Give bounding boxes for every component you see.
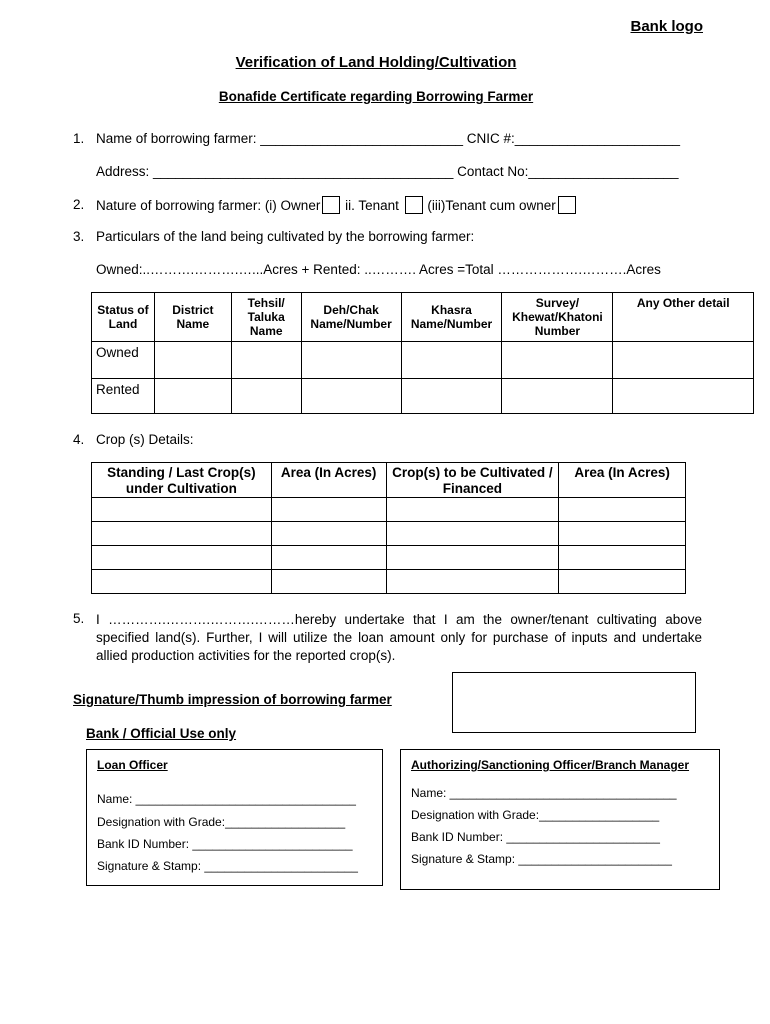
land-particulars-text: Particulars of the land being cultivated by the borrowing farmer: bbox=[96, 229, 475, 244]
col-district-name: District Name bbox=[154, 293, 231, 342]
page-title: Verification of Land Holding/Cultivation bbox=[235, 54, 517, 71]
table-cell[interactable] bbox=[386, 498, 559, 522]
loan-officer-designation-field[interactable]: Designation with Grade:__________________ bbox=[97, 815, 346, 829]
authorizing-officer-heading: Authorizing/Sanctioning Officer/Branch Manager bbox=[411, 758, 690, 772]
table-cell[interactable] bbox=[92, 498, 272, 522]
authorizing-officer-signature-field[interactable]: Signature & Stamp: _______________________ bbox=[411, 852, 672, 866]
land-particulars-table bbox=[91, 292, 754, 414]
nature-label: Nature of borrowing farmer: (i) Owner bbox=[96, 198, 321, 213]
table-cell[interactable] bbox=[613, 379, 754, 414]
table-cell[interactable] bbox=[301, 342, 401, 379]
table-row bbox=[92, 522, 686, 546]
bank-logo-placeholder: Bank logo bbox=[630, 18, 703, 35]
table-cell[interactable] bbox=[401, 342, 502, 379]
tenant-cum-owner-label: (iii)Tenant cum owner bbox=[427, 198, 556, 213]
col-any-other-detail: Any Other detail bbox=[613, 293, 754, 342]
undertaking-paragraph: I ………….……….……….………hereby undertake that I am the owner/tenant cultivating above specified land(s). Further, I will utilize the loan amount only for purchase of inputs and undertake allied production activities for the reported crop(s). bbox=[96, 612, 702, 663]
table-cell[interactable] bbox=[231, 379, 301, 414]
table-row bbox=[92, 570, 686, 594]
table-row bbox=[92, 379, 754, 414]
col-crop-to-be-cultivated: Crop(s) to be Cultivated / Financed bbox=[386, 463, 559, 498]
table-cell[interactable] bbox=[559, 522, 686, 546]
item-number-5: 5. bbox=[73, 611, 85, 626]
authorizing-officer-bank-id-field[interactable]: Bank ID Number: _______________________ bbox=[411, 830, 660, 844]
col-area-acres-2: Area (In Acres) bbox=[559, 463, 686, 498]
loan-officer-bank-id-field[interactable]: Bank ID Number: ________________________ bbox=[97, 837, 353, 851]
table-cell[interactable] bbox=[301, 379, 401, 414]
col-khasra: Khasra Name/Number bbox=[401, 293, 502, 342]
item-number-3: 3. bbox=[73, 229, 85, 244]
crop-details-text: Crop (s) Details: bbox=[96, 432, 194, 447]
table-cell[interactable] bbox=[386, 546, 559, 570]
table-cell[interactable] bbox=[271, 498, 386, 522]
table-row bbox=[92, 498, 686, 522]
crop-details-table bbox=[91, 462, 686, 594]
row-label-owned: Owned bbox=[92, 342, 155, 379]
table-cell[interactable] bbox=[401, 379, 502, 414]
authorizing-officer-designation-field[interactable]: Designation with Grade:__________________ bbox=[411, 808, 660, 822]
table-cell[interactable] bbox=[92, 570, 272, 594]
table-cell[interactable] bbox=[502, 342, 613, 379]
loan-officer-signature-field[interactable]: Signature & Stamp: _______________________ bbox=[97, 859, 358, 873]
owned-rented-total-line[interactable]: Owned:..……….……….…...Acres + Rented: ..………. Acres =Total ……………….……….Acres bbox=[96, 262, 661, 277]
table-row bbox=[92, 342, 754, 379]
item-number-2: 2. bbox=[73, 197, 85, 212]
table-cell[interactable] bbox=[271, 546, 386, 570]
table-cell[interactable] bbox=[559, 570, 686, 594]
table-row bbox=[92, 546, 686, 570]
table-cell[interactable] bbox=[502, 379, 613, 414]
col-standing-crop: Standing / Last Crop(s) under Cultivation bbox=[92, 463, 272, 498]
owner-checkbox[interactable] bbox=[322, 196, 340, 214]
table-cell[interactable] bbox=[613, 342, 754, 379]
table-cell[interactable] bbox=[154, 342, 231, 379]
item-number-1: 1. bbox=[73, 131, 85, 146]
table-cell[interactable] bbox=[271, 522, 386, 546]
tenant-label: ii. Tenant bbox=[345, 198, 399, 213]
authorizing-officer-name-field[interactable]: Name: __________________________________ bbox=[411, 786, 677, 800]
table-cell[interactable] bbox=[559, 546, 686, 570]
col-deh-chak: Deh/Chak Name/Number bbox=[301, 293, 401, 342]
tenant-checkbox[interactable] bbox=[405, 196, 423, 214]
table-cell[interactable] bbox=[559, 498, 686, 522]
farmer-name-cnic-line[interactable]: Name of borrowing farmer: ___________________________ CNIC #:______________________ bbox=[96, 131, 680, 146]
table-cell[interactable] bbox=[154, 379, 231, 414]
col-status-of-land: Status of Land bbox=[92, 293, 155, 342]
address-contact-line[interactable]: Address: ________________________________________ Contact No:____________________ bbox=[96, 164, 679, 179]
signature-thumb-box[interactable] bbox=[452, 672, 696, 733]
table-cell[interactable] bbox=[92, 522, 272, 546]
bank-official-use-label: Bank / Official Use only bbox=[86, 726, 237, 741]
table-cell[interactable] bbox=[271, 570, 386, 594]
loan-officer-panel bbox=[86, 749, 383, 886]
table-cell[interactable] bbox=[386, 570, 559, 594]
signature-thumb-label: Signature/Thumb impression of borrowing farmer bbox=[73, 692, 392, 707]
col-area-acres-1: Area (In Acres) bbox=[271, 463, 386, 498]
tenant-cum-owner-checkbox[interactable] bbox=[558, 196, 576, 214]
col-survey-khewat: Survey/ Khewat/Khatoni Number bbox=[502, 293, 613, 342]
col-tehsil-taluka-name: Tehsil/ Taluka Name bbox=[231, 293, 301, 342]
loan-officer-heading: Loan Officer bbox=[97, 758, 168, 772]
table-cell[interactable] bbox=[92, 546, 272, 570]
item-number-4: 4. bbox=[73, 432, 85, 447]
table-cell[interactable] bbox=[386, 522, 559, 546]
nature-of-farmer-line bbox=[96, 196, 577, 214]
authorizing-officer-panel bbox=[400, 749, 720, 890]
row-label-rented: Rented bbox=[92, 379, 155, 414]
table-cell[interactable] bbox=[231, 342, 301, 379]
loan-officer-name-field[interactable]: Name: _________________________________ bbox=[97, 792, 356, 806]
page-subtitle: Bonafide Certificate regarding Borrowing Farmer bbox=[218, 89, 534, 104]
